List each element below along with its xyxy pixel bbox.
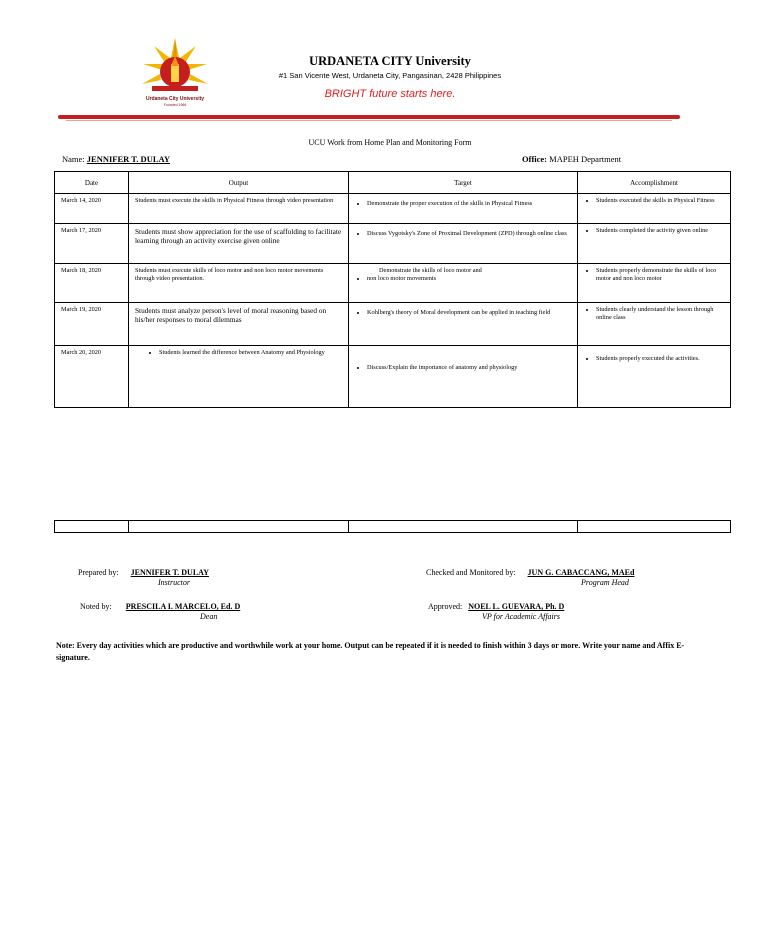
cell-accomplishment (578, 224, 731, 264)
noted-label: Noted by: (80, 602, 112, 611)
table-header-row (55, 172, 731, 194)
university-tagline: BRIGHT future starts here. (324, 88, 456, 100)
blank-cell (578, 521, 731, 533)
cell-date: March 14, 2020 (55, 194, 129, 224)
cell-output: Students must show appreciation for the use of scaffolding to facilitate learning through an activity exercise given online (129, 224, 349, 264)
column-header-accomplishment: Accomplishment (578, 172, 731, 194)
form-note: Note: Every day activities which are productive and worthwhile work at your home. Output can be repeated if it is needed to finish within 3 days or more. Write your name and Affix E-signature. (56, 641, 685, 662)
noted-name: PRESCILA I. MARCELO, Ed. D (125, 602, 241, 611)
table-row (55, 264, 731, 303)
blank-table-row (54, 520, 731, 533)
blank-cell (349, 521, 578, 533)
cell-output: Students must analyze person's level of moral reasoning based on his/her responses to moral dilemmas (129, 303, 349, 346)
logo-founded: Founded 1966 (163, 103, 187, 107)
cell-target (349, 346, 578, 408)
office-value: MAPEH Department (549, 154, 622, 164)
checked-role: Program Head (581, 578, 629, 587)
approved-by-block (428, 602, 565, 621)
cell-date: March 19, 2020 (55, 303, 129, 346)
header-divider-shadow (66, 120, 672, 121)
office-field (522, 154, 621, 164)
target-item: • non loco motor movements (367, 275, 571, 283)
cell-target (349, 224, 578, 264)
table-row (55, 346, 731, 408)
form-title: UCU Work from Home Plan and Monitoring Form (308, 138, 472, 147)
office-label: Office: (522, 154, 548, 164)
accomplishment-item: • Students properly demonstrate the skills of loco motor and non loco motor (596, 267, 724, 283)
cell-target (349, 194, 578, 224)
cell-accomplishment (578, 346, 731, 408)
logo-caption: Urdaneta City University (145, 96, 205, 102)
name-field (62, 154, 170, 164)
cell-target (349, 303, 578, 346)
cell-date: March 18, 2020 (55, 264, 129, 303)
header-divider (58, 115, 680, 119)
approved-label: Approved: (428, 602, 463, 611)
prepared-name: JENNIFER T. DULAY (130, 568, 209, 577)
noted-role: Dean (200, 612, 218, 621)
cell-date: March 20, 2020 (55, 346, 129, 408)
column-header-target: Target (349, 172, 578, 194)
blank-cell (55, 521, 129, 533)
noted-by-block (80, 602, 241, 621)
target-item: • Demonstrate the proper execution of the skills in Physical Fitness (367, 200, 571, 208)
prepared-by-block (78, 568, 209, 587)
name-label: Name: (62, 154, 85, 164)
approved-role: VP for Academic Affairs (482, 612, 560, 621)
target-item: • Kohlberg's theory of Moral development can be applied in teaching field (367, 309, 571, 317)
cell-accomplishment (578, 264, 731, 303)
table-row (55, 194, 731, 224)
name-value: JENNIFER T. DULAY (86, 154, 171, 164)
target-item: • Discuss Vygotsky's Zone of Proximal Development (ZPD) through online class (367, 230, 571, 238)
prepared-label: Prepared by: (78, 568, 119, 577)
column-header-date: Date (55, 172, 129, 194)
university-name: URDANETA CITY University (309, 54, 471, 68)
checked-by-block (426, 568, 635, 587)
accomplishment-item: • Students properly executed the activities. (596, 355, 724, 363)
cell-output (129, 346, 349, 408)
table-row (55, 303, 731, 346)
checked-label: Checked and Monitored by: (426, 568, 516, 577)
checked-name: JUN G. CABACCANG, MAEd (527, 568, 635, 577)
approved-name: NOEL L. GUEVARA, Ph. D (468, 602, 565, 611)
cell-output: Students must execute the skills in Physical Fitness through video presentation (129, 194, 349, 224)
accomplishment-item: • Students executed the skills in Physical Fitness (596, 197, 724, 205)
output-item: • Students learned the difference between Anatomy and Physiology (159, 349, 342, 357)
university-address: #1 San Vicente West, Urdaneta City, Pangasinan, 2428 Philippines (278, 71, 502, 80)
accomplishment-item: • Students clearly understand the lesson through online class (596, 306, 724, 322)
cell-output: Students must execute skills of loco motor and non loco motor movements through video presentation. (129, 264, 349, 303)
cell-accomplishment (578, 194, 731, 224)
blank-cell (129, 521, 349, 533)
cell-accomplishment (578, 303, 731, 346)
target-line: Demonstrate the skills of loco motor and (379, 267, 482, 274)
table-row (55, 224, 731, 264)
target-item: • Discuss/Explain the importance of anatomy and physiology (367, 364, 571, 372)
cell-date: March 17, 2020 (55, 224, 129, 264)
prepared-role: Instructor (158, 578, 190, 587)
table-row (55, 521, 731, 533)
cell-target (349, 264, 578, 303)
monitoring-table (54, 171, 731, 408)
column-header-output: Output (129, 172, 349, 194)
accomplishment-item: • Students completed the activity given online (596, 227, 724, 235)
